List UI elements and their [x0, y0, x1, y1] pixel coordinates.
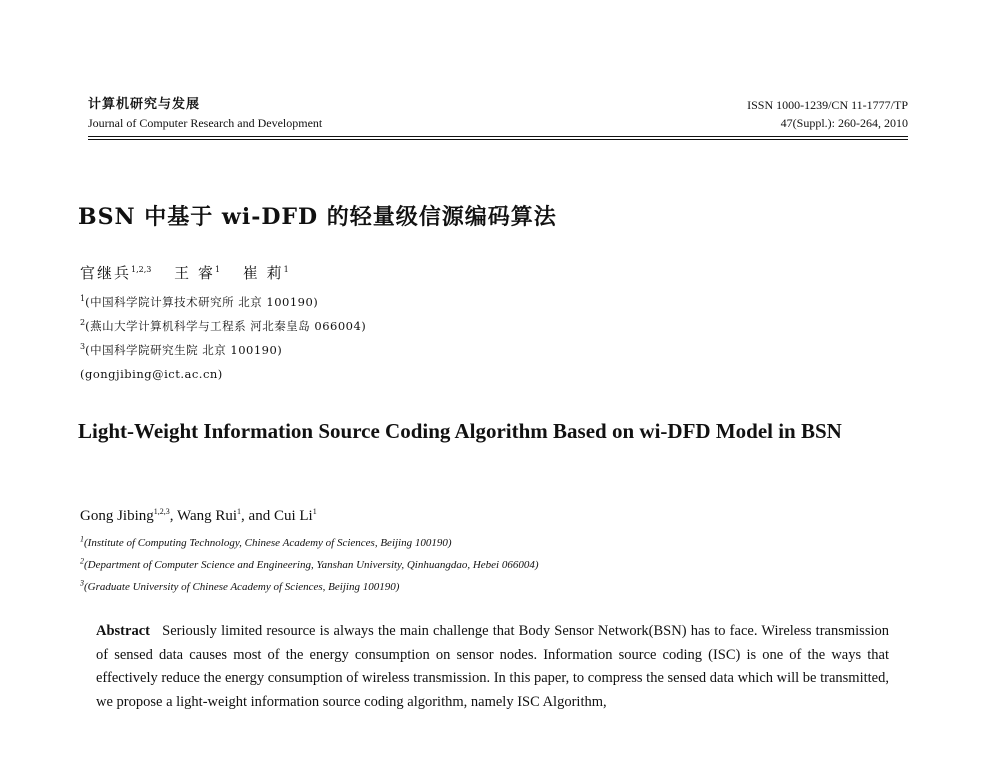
abstract — [96, 620, 889, 714]
journal-name-en: Journal of Computer Research and Development — [88, 116, 323, 130]
abstract-label: Abstract — [96, 623, 150, 639]
header-rule-thin — [88, 139, 908, 140]
author-cn: 崔 莉$^1$ — [242, 264, 289, 282]
issn: ISSN 1000-1239/CN 11-1777/TP — [747, 98, 908, 112]
affiliation-en: $^3$(Graduate University of Chinese Academy of Sciences, Beijing 100190) — [80, 578, 400, 593]
abstract-text: Seriously limited resource is always the main challenge that Body Sensor Network(BSN) has to face. Wireless transmission of sensed data causes most of the energy consumption on sensor nodes. Information source coding (ISC) is one of the ways that effectively reduce the energy consumption of wireless transmission. In this paper, to compress the sensed data which will be transmitted, we propose a light-weight information source coding algorithm, namely ISC Algorithm, — [96, 623, 889, 710]
authors-cn — [80, 262, 289, 283]
journal-issn-block — [747, 96, 908, 132]
affiliation-cn: $^2$(燕山大学计算机科学与工程系 河北秦皇岛 066004) — [80, 318, 367, 333]
affiliation-cn: $^3$(中国科学院研究生院 北京 100190) — [80, 342, 283, 357]
affiliation-en: $^1$(Institute of Computing Technology, Chinese Academy of Sciences, Beijing 100190) — [80, 534, 452, 549]
affiliation-en: $^2$(Department of Computer Science and Engineering, Yanshan University, Qinhuangdao, Hebei 066004) — [80, 556, 539, 571]
journal-name-block — [88, 96, 322, 132]
header-rule-thick — [88, 136, 908, 137]
paper-title-en: Light-Weight Information Source Coding Algorithm Based on wi-DFD Model in BSN — [78, 419, 842, 443]
authors-en: Gong Jibing$^{1,2,3}$, Wang Rui$^1$, and Cui Li$^1$ — [80, 507, 317, 524]
volume-pages: 47(Suppl.): 260-264, 2010 — [780, 116, 908, 130]
journal-name-cn: 计算机研究与发展 — [88, 97, 201, 112]
journal-header — [88, 96, 908, 140]
author-cn: 官继兵$^{1,2,3}$ — [80, 264, 152, 282]
author-cn: 王 睿$^1$ — [174, 264, 221, 282]
paper-title-cn: BSN 中基于 wi-DFD 的轻量级信源编码算法 — [78, 204, 557, 230]
author-email: (gongjibing@ict.ac.cn) — [80, 367, 223, 381]
affiliation-cn: $^1$(中国科学院计算技术研究所 北京 100190) — [80, 294, 319, 309]
